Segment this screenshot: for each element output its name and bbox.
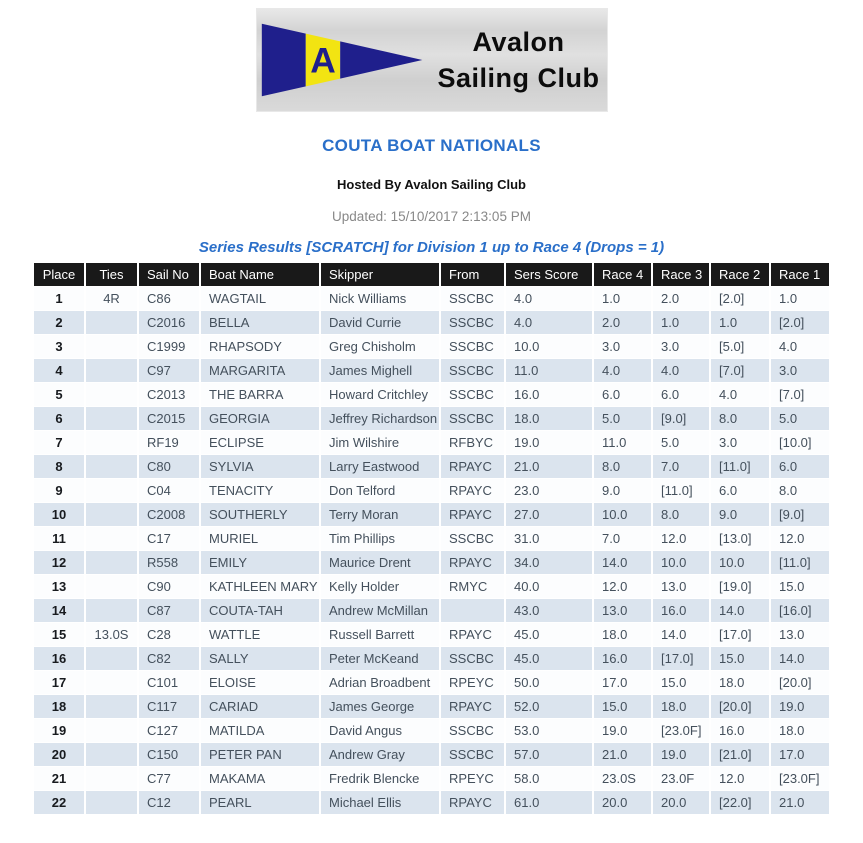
table-row — [34, 695, 829, 718]
cell-race1: 5.0 — [771, 407, 829, 430]
column-header-from: From — [441, 263, 504, 286]
cell-sail_no: C2016 — [139, 311, 199, 334]
cell-ties — [86, 527, 137, 550]
cell-race3: 3.0 — [653, 335, 709, 358]
cell-sers_score: 19.0 — [506, 431, 592, 454]
cell-boat_name: GEORGIA — [201, 407, 319, 430]
cell-place: 11 — [34, 527, 84, 550]
table-row — [34, 575, 829, 598]
cell-race4: 8.0 — [594, 455, 651, 478]
cell-race4: 1.0 — [594, 287, 651, 310]
cell-boat_name: SALLY — [201, 647, 319, 670]
cell-sers_score: 21.0 — [506, 455, 592, 478]
cell-race2: [7.0] — [711, 359, 769, 382]
cell-from: SSCBC — [441, 335, 504, 358]
table-row — [34, 479, 829, 502]
cell-race4: 12.0 — [594, 575, 651, 598]
cell-boat_name: MARGARITA — [201, 359, 319, 382]
cell-skipper: Kelly Holder — [321, 575, 439, 598]
table-row — [34, 455, 829, 478]
cell-sail_no: C82 — [139, 647, 199, 670]
cell-place: 16 — [34, 647, 84, 670]
cell-sail_no: C1999 — [139, 335, 199, 358]
club-name — [430, 24, 608, 96]
cell-sail_no: RF19 — [139, 431, 199, 454]
cell-race2: 16.0 — [711, 719, 769, 742]
cell-race1: 19.0 — [771, 695, 829, 718]
cell-race4: 21.0 — [594, 743, 651, 766]
cell-sers_score: 53.0 — [506, 719, 592, 742]
cell-race3: 18.0 — [653, 695, 709, 718]
cell-boat_name: PEARL — [201, 791, 319, 814]
cell-race1: 13.0 — [771, 623, 829, 646]
cell-boat_name: COUTA-TAH — [201, 599, 319, 622]
cell-race4: 7.0 — [594, 527, 651, 550]
column-header-sail_no: Sail No — [139, 263, 199, 286]
cell-sail_no: C2015 — [139, 407, 199, 430]
cell-place: 21 — [34, 767, 84, 790]
cell-race1: 1.0 — [771, 287, 829, 310]
cell-sail_no: C117 — [139, 695, 199, 718]
cell-place: 5 — [34, 383, 84, 406]
cell-skipper: James Mighell — [321, 359, 439, 382]
results-page — [0, 8, 863, 815]
cell-from: SSCBC — [441, 383, 504, 406]
cell-race3: 7.0 — [653, 455, 709, 478]
cell-boat_name: WATTLE — [201, 623, 319, 646]
cell-from: RPAYC — [441, 623, 504, 646]
cell-sail_no: C101 — [139, 671, 199, 694]
cell-from: RPAYC — [441, 479, 504, 502]
cell-skipper: Jeffrey Richardson — [321, 407, 439, 430]
cell-race4: 13.0 — [594, 599, 651, 622]
club-name-line2: Sailing Club — [437, 63, 600, 93]
cell-ties — [86, 455, 137, 478]
cell-boat_name: MURIEL — [201, 527, 319, 550]
cell-place: 13 — [34, 575, 84, 598]
table-row — [34, 767, 829, 790]
club-logo — [256, 8, 608, 112]
cell-race4: 17.0 — [594, 671, 651, 694]
cell-race4: 11.0 — [594, 431, 651, 454]
cell-skipper: Russell Barrett — [321, 623, 439, 646]
cell-skipper: Fredrik Blencke — [321, 767, 439, 790]
cell-sail_no: C77 — [139, 767, 199, 790]
cell-sail_no: C28 — [139, 623, 199, 646]
cell-sers_score: 10.0 — [506, 335, 592, 358]
burgee-letter: A — [309, 41, 336, 81]
cell-place: 10 — [34, 503, 84, 526]
cell-sers_score: 16.0 — [506, 383, 592, 406]
table-row — [34, 407, 829, 430]
cell-race3: [11.0] — [653, 479, 709, 502]
cell-from: SSCBC — [441, 311, 504, 334]
cell-race2: [17.0] — [711, 623, 769, 646]
burgee-fly-triangle — [340, 41, 422, 78]
cell-skipper: Adrian Broadbent — [321, 671, 439, 694]
cell-from: SSCBC — [441, 527, 504, 550]
cell-skipper: Terry Moran — [321, 503, 439, 526]
cell-sail_no: C04 — [139, 479, 199, 502]
cell-race3: 2.0 — [653, 287, 709, 310]
cell-race4: 3.0 — [594, 335, 651, 358]
cell-ties — [86, 599, 137, 622]
cell-race3: 4.0 — [653, 359, 709, 382]
cell-place: 6 — [34, 407, 84, 430]
cell-ties — [86, 743, 137, 766]
updated-timestamp: Updated: 15/10/2017 2:13:05 PM — [332, 209, 531, 224]
cell-race3: 13.0 — [653, 575, 709, 598]
cell-boat_name: KATHLEEN MARY — [201, 575, 319, 598]
cell-race3: 16.0 — [653, 599, 709, 622]
cell-race1: 17.0 — [771, 743, 829, 766]
cell-from: SSCBC — [441, 719, 504, 742]
cell-sers_score: 52.0 — [506, 695, 592, 718]
cell-ties — [86, 407, 137, 430]
cell-ties — [86, 647, 137, 670]
cell-race3: 14.0 — [653, 623, 709, 646]
cell-ties — [86, 551, 137, 574]
cell-race1: 21.0 — [771, 791, 829, 814]
cell-race4: 23.0S — [594, 767, 651, 790]
hosted-by-subtitle: Hosted By Avalon Sailing Club — [336, 177, 526, 192]
cell-race2: [11.0] — [711, 455, 769, 478]
cell-race2: 12.0 — [711, 767, 769, 790]
cell-race4: 10.0 — [594, 503, 651, 526]
cell-skipper: Maurice Drent — [321, 551, 439, 574]
cell-from: RPAYC — [441, 791, 504, 814]
cell-sers_score: 43.0 — [506, 599, 592, 622]
cell-race2: [22.0] — [711, 791, 769, 814]
cell-race2: 14.0 — [711, 599, 769, 622]
cell-ties — [86, 695, 137, 718]
cell-race2: 18.0 — [711, 671, 769, 694]
cell-ties — [86, 335, 137, 358]
cell-sers_score: 4.0 — [506, 287, 592, 310]
cell-ties: 13.0S — [86, 623, 137, 646]
table-row — [34, 599, 829, 622]
column-header-race4: Race 4 — [594, 263, 651, 286]
cell-race4: 14.0 — [594, 551, 651, 574]
cell-from: SSCBC — [441, 743, 504, 766]
cell-race1: 18.0 — [771, 719, 829, 742]
column-header-race1: Race 1 — [771, 263, 829, 286]
column-header-place: Place — [34, 263, 84, 286]
cell-boat_name: RHAPSODY — [201, 335, 319, 358]
cell-race2: 1.0 — [711, 311, 769, 334]
cell-race2: 9.0 — [711, 503, 769, 526]
cell-race1: [20.0] — [771, 671, 829, 694]
cell-ties — [86, 479, 137, 502]
cell-race4: 15.0 — [594, 695, 651, 718]
cell-race2: [19.0] — [711, 575, 769, 598]
cell-ties — [86, 311, 137, 334]
results-table — [32, 262, 831, 815]
cell-ties — [86, 383, 137, 406]
cell-race4: 2.0 — [594, 311, 651, 334]
cell-race1: 12.0 — [771, 527, 829, 550]
cell-race4: 20.0 — [594, 791, 651, 814]
cell-boat_name: THE BARRA — [201, 383, 319, 406]
cell-boat_name: BELLA — [201, 311, 319, 334]
column-header-sers_score: Sers Score — [506, 263, 592, 286]
cell-race2: 4.0 — [711, 383, 769, 406]
cell-race3: 10.0 — [653, 551, 709, 574]
cell-from: RPEYC — [441, 671, 504, 694]
cell-skipper: David Currie — [321, 311, 439, 334]
cell-race1: [23.0F] — [771, 767, 829, 790]
cell-skipper: James George — [321, 695, 439, 718]
cell-sail_no: C127 — [139, 719, 199, 742]
cell-skipper: Jim Wilshire — [321, 431, 439, 454]
cell-race2: [2.0] — [711, 287, 769, 310]
cell-race1: 15.0 — [771, 575, 829, 598]
cell-from: SSCBC — [441, 287, 504, 310]
cell-race4: 5.0 — [594, 407, 651, 430]
cell-place: 12 — [34, 551, 84, 574]
cell-race3: 23.0F — [653, 767, 709, 790]
cell-race4: 18.0 — [594, 623, 651, 646]
cell-sers_score: 27.0 — [506, 503, 592, 526]
cell-place: 15 — [34, 623, 84, 646]
cell-race2: 6.0 — [711, 479, 769, 502]
cell-sail_no: C17 — [139, 527, 199, 550]
cell-boat_name: PETER PAN — [201, 743, 319, 766]
cell-race3: 8.0 — [653, 503, 709, 526]
column-header-ties: Ties — [86, 263, 137, 286]
cell-sers_score: 31.0 — [506, 527, 592, 550]
cell-from: RPAYC — [441, 503, 504, 526]
cell-race1: [10.0] — [771, 431, 829, 454]
cell-race3: [9.0] — [653, 407, 709, 430]
cell-sail_no: C86 — [139, 287, 199, 310]
cell-sail_no: C150 — [139, 743, 199, 766]
cell-ties — [86, 575, 137, 598]
cell-skipper: Peter McKeand — [321, 647, 439, 670]
cell-place: 17 — [34, 671, 84, 694]
column-header-skipper: Skipper — [321, 263, 439, 286]
cell-race1: [16.0] — [771, 599, 829, 622]
table-row — [34, 527, 829, 550]
cell-race1: 6.0 — [771, 455, 829, 478]
cell-race1: 3.0 — [771, 359, 829, 382]
cell-place: 7 — [34, 431, 84, 454]
cell-place: 14 — [34, 599, 84, 622]
table-row — [34, 431, 829, 454]
cell-from — [441, 599, 504, 622]
column-header-race3: Race 3 — [653, 263, 709, 286]
cell-sers_score: 34.0 — [506, 551, 592, 574]
cell-boat_name: SYLVIA — [201, 455, 319, 478]
cell-race4: 19.0 — [594, 719, 651, 742]
cell-ties — [86, 767, 137, 790]
cell-boat_name: TENACITY — [201, 479, 319, 502]
cell-race1: [9.0] — [771, 503, 829, 526]
cell-skipper: Don Telford — [321, 479, 439, 502]
cell-skipper: Michael Ellis — [321, 791, 439, 814]
club-burgee-flag-icon — [258, 12, 430, 108]
table-row — [34, 623, 829, 646]
cell-skipper: Larry Eastwood — [321, 455, 439, 478]
cell-sail_no: C97 — [139, 359, 199, 382]
cell-skipper: Howard Critchley — [321, 383, 439, 406]
cell-place: 18 — [34, 695, 84, 718]
club-name-line1: Avalon — [472, 27, 565, 57]
table-row — [34, 647, 829, 670]
cell-place: 9 — [34, 479, 84, 502]
cell-race3: [17.0] — [653, 647, 709, 670]
cell-race1: [7.0] — [771, 383, 829, 406]
cell-from: RPAYC — [441, 695, 504, 718]
burgee-hoist-band — [261, 24, 305, 97]
cell-skipper: Nick Williams — [321, 287, 439, 310]
cell-sail_no: C90 — [139, 575, 199, 598]
cell-sers_score: 45.0 — [506, 623, 592, 646]
table-row — [34, 503, 829, 526]
cell-sers_score: 50.0 — [506, 671, 592, 694]
cell-skipper: David Angus — [321, 719, 439, 742]
cell-race3: 12.0 — [653, 527, 709, 550]
cell-from: RMYC — [441, 575, 504, 598]
cell-race4: 4.0 — [594, 359, 651, 382]
cell-place: 19 — [34, 719, 84, 742]
cell-race2: 8.0 — [711, 407, 769, 430]
cell-skipper: Andrew Gray — [321, 743, 439, 766]
cell-ties — [86, 671, 137, 694]
cell-sail_no: C12 — [139, 791, 199, 814]
cell-sers_score: 11.0 — [506, 359, 592, 382]
cell-race1: 8.0 — [771, 479, 829, 502]
cell-from: RPEYC — [441, 767, 504, 790]
cell-from: RPAYC — [441, 455, 504, 478]
cell-sail_no: C2008 — [139, 503, 199, 526]
cell-from: SSCBC — [441, 407, 504, 430]
cell-skipper: Tim Phillips — [321, 527, 439, 550]
table-row — [34, 359, 829, 382]
event-title: COUTA BOAT NATIONALS — [322, 136, 541, 155]
cell-sers_score: 45.0 — [506, 647, 592, 670]
cell-sers_score: 61.0 — [506, 791, 592, 814]
cell-boat_name: WAGTAIL — [201, 287, 319, 310]
cell-sail_no: C87 — [139, 599, 199, 622]
table-row — [34, 719, 829, 742]
table-row — [34, 791, 829, 814]
column-header-race2: Race 2 — [711, 263, 769, 286]
cell-race2: [21.0] — [711, 743, 769, 766]
cell-race3: 15.0 — [653, 671, 709, 694]
cell-skipper: Greg Chisholm — [321, 335, 439, 358]
cell-place: 1 — [34, 287, 84, 310]
cell-from: SSCBC — [441, 359, 504, 382]
cell-place: 20 — [34, 743, 84, 766]
cell-race1: [2.0] — [771, 311, 829, 334]
cell-sers_score: 23.0 — [506, 479, 592, 502]
cell-boat_name: MATILDA — [201, 719, 319, 742]
cell-sers_score: 4.0 — [506, 311, 592, 334]
cell-race4: 6.0 — [594, 383, 651, 406]
cell-skipper: Andrew McMillan — [321, 599, 439, 622]
table-header-row — [34, 263, 829, 286]
cell-from: RFBYC — [441, 431, 504, 454]
cell-sail_no: R558 — [139, 551, 199, 574]
cell-race3: 5.0 — [653, 431, 709, 454]
column-header-boat_name: Boat Name — [201, 263, 319, 286]
cell-ties — [86, 503, 137, 526]
cell-race2: 3.0 — [711, 431, 769, 454]
cell-sail_no: C2013 — [139, 383, 199, 406]
table-row — [34, 551, 829, 574]
cell-race2: [5.0] — [711, 335, 769, 358]
cell-ties — [86, 359, 137, 382]
cell-sers_score: 40.0 — [506, 575, 592, 598]
cell-race3: 1.0 — [653, 311, 709, 334]
cell-place: 3 — [34, 335, 84, 358]
cell-boat_name: MAKAMA — [201, 767, 319, 790]
cell-place: 2 — [34, 311, 84, 334]
cell-boat_name: ECLIPSE — [201, 431, 319, 454]
cell-race3: 20.0 — [653, 791, 709, 814]
table-row — [34, 671, 829, 694]
cell-race1: 4.0 — [771, 335, 829, 358]
cell-race2: 15.0 — [711, 647, 769, 670]
cell-boat_name: SOUTHERLY — [201, 503, 319, 526]
table-row — [34, 287, 829, 310]
cell-race2: 10.0 — [711, 551, 769, 574]
cell-from: SSCBC — [441, 647, 504, 670]
cell-place: 4 — [34, 359, 84, 382]
cell-race1: 14.0 — [771, 647, 829, 670]
cell-ties — [86, 431, 137, 454]
cell-boat_name: CARIAD — [201, 695, 319, 718]
cell-race2: [13.0] — [711, 527, 769, 550]
table-row — [34, 383, 829, 406]
cell-sers_score: 58.0 — [506, 767, 592, 790]
table-row — [34, 311, 829, 334]
cell-race3: 6.0 — [653, 383, 709, 406]
cell-race1: [11.0] — [771, 551, 829, 574]
cell-place: 8 — [34, 455, 84, 478]
cell-race4: 9.0 — [594, 479, 651, 502]
cell-ties — [86, 791, 137, 814]
cell-from: RPAYC — [441, 551, 504, 574]
cell-race4: 16.0 — [594, 647, 651, 670]
cell-ties — [86, 719, 137, 742]
cell-place: 22 — [34, 791, 84, 814]
cell-race3: 19.0 — [653, 743, 709, 766]
cell-sers_score: 57.0 — [506, 743, 592, 766]
table-row — [34, 335, 829, 358]
cell-sail_no: C80 — [139, 455, 199, 478]
cell-race2: [20.0] — [711, 695, 769, 718]
series-results-title: Series Results [SCRATCH] for Division 1 up to Race 4 (Drops = 1) — [198, 239, 665, 256]
cell-boat_name: EMILY — [201, 551, 319, 574]
table-row — [34, 743, 829, 766]
cell-ties: 4R — [86, 287, 137, 310]
cell-sers_score: 18.0 — [506, 407, 592, 430]
cell-boat_name: ELOISE — [201, 671, 319, 694]
cell-race3: [23.0F] — [653, 719, 709, 742]
